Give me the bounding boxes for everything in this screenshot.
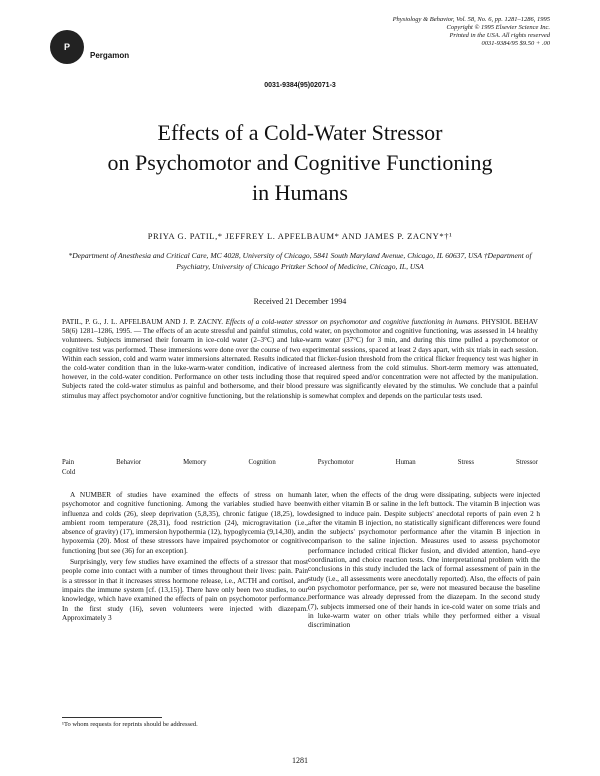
keyword: Stress <box>457 459 474 466</box>
journal-info <box>330 16 550 48</box>
affiliation: *Department of Anesthesia and Critical Care, MC 4028, University of Chicago, 5841 South Maryland Avenue, Chicago, IL 60637, USA †Department of Psychiatry, University of Chicago Pritzker School of Medicine, Chicago, IL, USA <box>68 251 532 271</box>
footnote-rule <box>62 717 162 718</box>
authors: PRIYA G. PATIL,* JEFFREY L. APFELBAUM* AND JAMES P. ZACNY*†¹ <box>147 231 453 241</box>
publisher-name: Pergamon <box>90 51 130 60</box>
received-date: Received 21 December 1994 <box>253 297 347 306</box>
journal-info-line: Copyright © 1995 Elsevier Science Inc. <box>446 24 550 31</box>
journal-info-line: 0031-9384/95 $9.50 + .00 <box>481 40 550 47</box>
abstract-lead: PATIL, P. G., J. L. APFELBAUM AND J. P. ZACNY. <box>62 318 224 326</box>
journal-info-line: Printed in the USA. All rights reserved <box>449 32 550 39</box>
body-paragraph: A NUMBER of studies have examined the effects of stress on human psychomotor and cognitive functioning. Among the variables studied have been influenza and colds (26), sleep deprivation (5,8,35), chronic fatigue (18,25), low ambient room temperature (28,31), food restriction (24), microgravitation (i.e., absence of gravity) (17), immersion hypothermia (12), hypoglycemia (9,14,30), and hypoxemia (20). Most of these stressors have impaired psychomotor or cognitive functioning [but see (36) for an exception]. <box>62 490 308 555</box>
page-number: 1281 <box>292 756 308 765</box>
keyword: Psychomotor <box>317 459 354 466</box>
publisher-logo-mark: P <box>50 30 84 64</box>
title-line: Effects of a Cold-Water Stressor <box>157 120 443 145</box>
keyword: Cognition <box>248 459 276 466</box>
abstract-citation: Effects of a cold-water stressor on psychomotor and cognitive functioning in humans. <box>225 318 480 326</box>
keyword: Memory <box>183 459 207 466</box>
paper-title <box>40 118 560 208</box>
body-column-left <box>62 490 308 624</box>
body-column-right <box>308 490 540 631</box>
keywords <box>62 459 538 466</box>
publisher-logo <box>50 20 130 64</box>
body-paragraph: Surprisingly, very few studies have examined the effects of a stressor that most people come into contact with a number of times throughout their lives: pain. Pain is a stressor in that it increases stress hormone release, i.e., ACTH and cortisol, and impairs the immune system [cf. (13,15)]. There have only been two studies, to our knowledge, which have examined the effects of pain on psychomotor performance. In the first study (16), seven volunteers were injected with diazepam. Approximately 3 <box>62 557 308 622</box>
footnote: ¹To whom requests for reprints should be addressed. <box>62 721 198 728</box>
keyword: Human <box>395 459 416 466</box>
title-line: in Humans <box>252 180 348 205</box>
document-id: 0031-9384(95)02071-3 <box>264 82 336 89</box>
abstract-body: PHYSIOL BEHAV 58(6) 1281–1286, 1995. — The effects of an acute stressful and painful stimulus, cold water, on psychomotor and cognitive functioning, was assessed in 14 healthy volunteers. Subjects immersed their forearm in ice-cold water (2–3°C) and luke-warm water (37°C) for 3 min, and during this time pulled a psychomotor or cognitive test was performed. These immersions were done over the course of two experimental sessions, spaced at least 2 days apart, with six trials in each session. Within each session, cold and warm water immersions alternated. Results indicated that flicker-fusion threshold from the critical flicker frequency test was higher in the cold-water condition than in the luke-warm-water condition, indicative of increased alertness from the cold stimulus. Short-term memory was attenuated, however, in the cold-water condition. Performance on other tests including those that required speed and/or concentration were not affected by the manipulation. Subjects rated the cold-water stimulus as painful and bothersome, and their blood pressure was significantly elevated by the stimulus. We conclude that a painful stimulus may affect psychomotor and/or cognitive functioning, but the relationship is somewhat complex and depends on the particular tests used. <box>62 318 538 400</box>
abstract <box>62 318 538 401</box>
journal-info-line: Physiology & Behavior, Vol. 58, No. 6, pp. 1281–1286, 1995 <box>392 16 550 23</box>
title-line: on Psychomotor and Cognitive Functioning <box>107 150 493 175</box>
keyword: Stressor <box>516 459 538 466</box>
keyword-extra: Cold <box>62 469 76 476</box>
keyword: Pain <box>62 459 75 466</box>
body-paragraph: h later, when the effects of the drug were dissipating, subjects were injected with either vitamin B or saline in the left buttock. The vitamin B injection was designed to induce pain. Despite subjects' anecdotal reports of pain even 2 h after the vitamin B injection, no statistically significant differences were found in the subjects' psychomotor performance after the vitamin B injection in comparison to the saline injection. Measures used to assess psychomotor performance included critical flicker fusion, and divided attention, hand–eye coordination, and choice reaction tests. One interpretational problem with the conclusions in this study included the lack of formal assessment of pain in the study (i.e., all assessments were anecdotally reported). Also, the effects of pain on psychomotor performance, per se, were not measured because the baseline performance was already depressed from the diazepam. In the second study (7), subjects immersed one of their hands in ice-cold water on some trials and in luke-warm water on other trials while they performed either a visual discrimination <box>308 490 540 630</box>
keyword: Behavior <box>116 459 142 466</box>
